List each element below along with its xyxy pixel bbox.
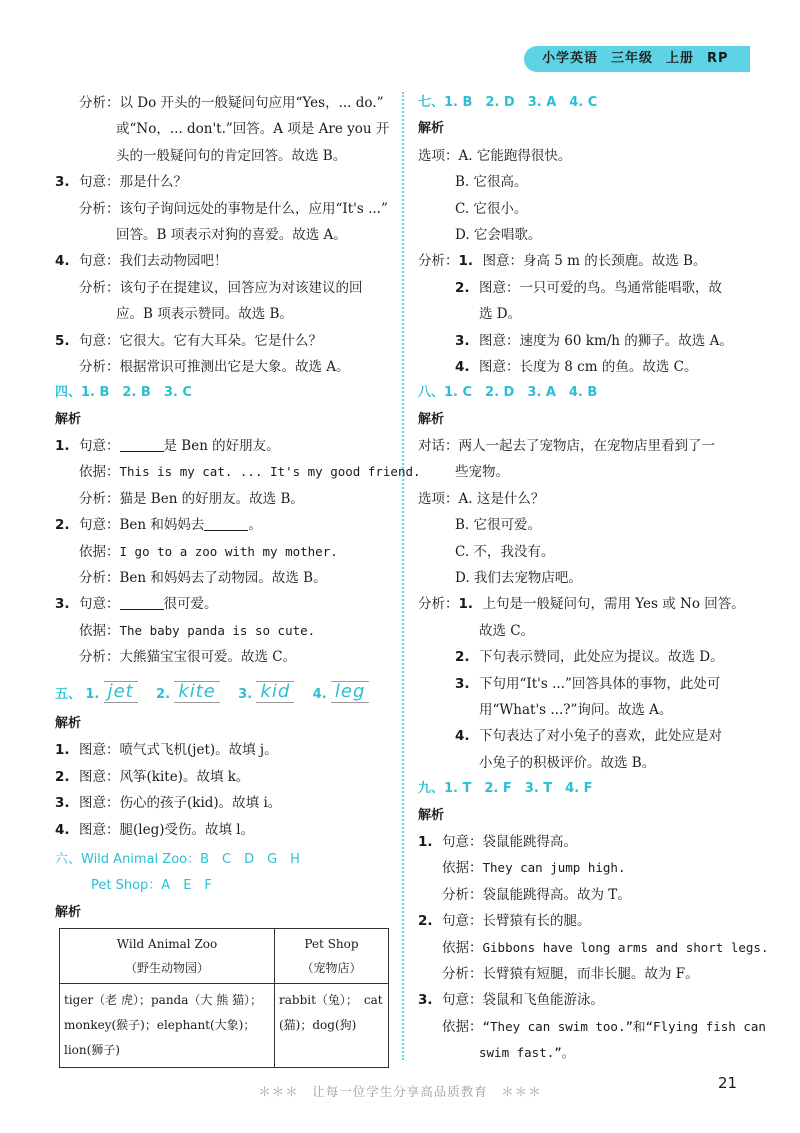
- text-label: 分析：: [418, 253, 459, 270]
- continuation-line: swim fast.”。: [479, 1045, 575, 1061]
- table-cell-zoo-line3: lion(狮子): [64, 1043, 120, 1057]
- question-number: 1.: [55, 438, 70, 455]
- right-column: [418, 90, 769, 1066]
- detail-label: 分析：: [79, 95, 120, 111]
- detail-line: [55, 486, 395, 512]
- detail-text: 大熊猫宝宝很可爱。故选 C。: [119, 649, 297, 666]
- jiexi-heading: 解析: [418, 121, 445, 137]
- question-number: 3.: [55, 174, 70, 191]
- detail-label: 依据：: [442, 1018, 483, 1035]
- text-body: 选项：A. 这是什么？: [418, 490, 545, 507]
- continuation-line: 应。B 项表示赞同。故选 B。: [116, 306, 293, 323]
- detail-text: “They can swim too.”和“Flying fish can: [482, 1018, 766, 1034]
- detail-label: 依据：: [79, 622, 120, 639]
- five-explain-text: 图意：喷气式飞机(jet)。故填 j。: [79, 742, 278, 759]
- sub-text: 下句表达了对小兔子的喜欢，此处应是对: [479, 728, 722, 745]
- question-prefix: 句意：: [79, 438, 120, 455]
- continuation-line: 回答。B 项表示对狗的喜爱。故选 A。: [116, 226, 347, 243]
- detail-label: 分析：: [442, 965, 483, 982]
- sub-number: 1.: [458, 253, 474, 270]
- question-number: 5.: [55, 332, 70, 349]
- table-header-pet-en: Pet Shop: [304, 937, 359, 951]
- question-line: [55, 169, 395, 195]
- option-line: 些宠物。: [455, 464, 509, 481]
- detail-line: [55, 459, 421, 485]
- detail-text: I go to a zoo with my mother.: [119, 543, 338, 559]
- jiexi-heading: 解析: [418, 807, 445, 823]
- column-divider: [402, 92, 404, 1060]
- question-text: 句意：我们去动物园吧！: [79, 253, 228, 270]
- sub-number: 2.: [455, 279, 470, 296]
- question-prefix: 句意：: [79, 596, 120, 613]
- sub-number: 3.: [455, 675, 470, 692]
- text-body: 对话：两人一起去了宠物店，在宠物店里看到了一: [418, 438, 715, 455]
- detail-label: 分析：: [79, 490, 120, 507]
- text-line: [418, 143, 758, 169]
- sub-number: 1.: [458, 596, 474, 613]
- question-suffix: 很可爱。: [163, 596, 218, 613]
- question-number: 1.: [418, 833, 433, 850]
- sub-line: [418, 354, 758, 380]
- answer-blank: [120, 595, 164, 610]
- section-six-jiexi: 解析: [55, 904, 82, 920]
- sub-text: 下句表示赞同，此处应为提议。故选 D。: [479, 649, 724, 666]
- detail-text: The baby panda is so cute.: [119, 622, 316, 638]
- table-header-zoo: [60, 929, 275, 984]
- question-line: [418, 829, 758, 855]
- table-cell-pet: [275, 984, 389, 1068]
- question-number: 2.: [55, 517, 70, 534]
- detail-text: 该句子询问远处的事物是什么，应用“It's ...”: [119, 200, 388, 217]
- detail-line: [55, 539, 395, 565]
- option-line: D. 它会唱歌。: [455, 226, 542, 243]
- question-text: 句意：那是什么？: [79, 174, 187, 191]
- question-number: 3.: [418, 992, 433, 1009]
- section-six-line2: Pet Shop：A E F: [91, 878, 212, 894]
- table-cell-pet-line1: rabbit（兔）； cat: [279, 993, 383, 1007]
- handwritten-word-1: jet: [104, 681, 138, 703]
- text-body: 上句是一般疑问句，需用 Yes 或 No 回答。: [482, 596, 745, 613]
- option-line: D. 我们去宠物店吧。: [455, 570, 582, 587]
- question-text: 句意：袋鼠能跳得高。: [442, 833, 577, 850]
- detail-text: 根据常识可推测出它是大象。故选 A。: [119, 358, 350, 375]
- sub-text: 图意：速度为 60 km/h 的狮子。故选 A。: [479, 332, 733, 349]
- answer-blank: [120, 437, 164, 452]
- question-line: [55, 512, 395, 538]
- footer-slogan: ＊＊＊ 让每一位学生分享高品质教育 ＊＊＊: [258, 1084, 542, 1099]
- text-body: 选项：A. 它能跑得很快。: [418, 147, 572, 164]
- five-explain-line: [55, 817, 395, 843]
- sub-continuation: 小兔子的积极评价。故选 B。: [479, 754, 656, 771]
- five-explain-text: 图意：风筝(kite)。故填 k。: [79, 768, 250, 785]
- five-num-3: 3.: [238, 687, 253, 702]
- five-num-2: 2.: [156, 687, 171, 702]
- detail-text: 袋鼠能跳得高。故为 T。: [482, 886, 631, 903]
- question-text: 句意：袋鼠和飞鱼能游泳。: [442, 992, 604, 1009]
- jiexi-heading: 解析: [55, 411, 82, 427]
- sub-line: [418, 671, 758, 697]
- sub-number: 4.: [455, 358, 470, 375]
- subject: 小学英语: [542, 51, 599, 66]
- section-six-line1: 六、Wild Animal Zoo：B C D G H: [55, 851, 300, 867]
- detail-line: [418, 882, 758, 908]
- jiexi-heading: 解析: [418, 411, 445, 427]
- five-explain-line: [55, 790, 395, 816]
- question-suffix: 是 Ben 的好朋友。: [163, 438, 280, 455]
- detail-line: [55, 90, 395, 116]
- detail-label: 依据：: [79, 464, 120, 481]
- continuation-line: 或“No，... don't.”回答。A 项是 Are you 开: [116, 121, 390, 138]
- detail-label: 分析：: [79, 358, 120, 375]
- table-cell-zoo-line1: tiger（老 虎）；panda（大 熊 猫）；: [64, 993, 263, 1007]
- sub-text: 下句用“It's ...”回答具体的事物，此处可: [479, 675, 721, 692]
- option-line: B. 它很高。: [455, 174, 528, 191]
- question-line: [418, 987, 758, 1013]
- section-five-answers: [55, 677, 395, 711]
- five-explain-number: 1.: [55, 742, 70, 759]
- continuation-line: 头的一般疑问句的肯定回答。故选 B。: [116, 147, 347, 164]
- sub-continuation: 用“What's ...?”询问。故选 A。: [479, 701, 673, 718]
- table-header-pet: [275, 929, 389, 984]
- answer-line: 八、1. C 2. D 3. A 4. B: [418, 385, 598, 401]
- option-line: C. 不，我没有。: [455, 543, 555, 560]
- detail-line: [418, 855, 758, 881]
- handwritten-word-3: kid: [256, 681, 294, 703]
- question-text: 句意：它很大。它有大耳朵。它是什么？: [79, 332, 322, 349]
- five-explain-number: 2.: [55, 768, 70, 785]
- handwritten-word-4: leg: [331, 681, 370, 703]
- five-explain-number: 4.: [55, 821, 70, 838]
- answer-blank: [204, 516, 248, 531]
- question-line: [55, 591, 395, 617]
- question-number: 3.: [55, 596, 70, 613]
- table-cell-zoo-line2: monkey(猴子)；elephant(大象)；: [64, 1018, 256, 1032]
- term: 上册: [666, 51, 695, 66]
- section-five: [55, 677, 395, 926]
- text-body: 图意：身高 5 m 的长颈鹿。故选 B。: [482, 253, 707, 270]
- edition: RP: [707, 51, 729, 66]
- detail-text: Ben 和妈妈去了动物园。故选 B。: [119, 570, 327, 587]
- detail-label: 分析：: [79, 649, 120, 666]
- five-explain-line: [55, 737, 395, 763]
- table-header-zoo-cn: （野生动物园）: [124, 961, 209, 975]
- detail-line: [55, 196, 395, 222]
- table-cell-pet-line2: (猫)；dog(狗): [279, 1018, 357, 1032]
- detail-line: [55, 275, 395, 301]
- detail-text: 长臂猿有短腿，而非长腿。故为 F。: [482, 965, 699, 982]
- sub-line: [418, 644, 758, 670]
- sub-number: 3.: [455, 332, 470, 349]
- answer-line: 九、1. T 2. F 3. T 4. F: [418, 781, 593, 797]
- five-explain-line: [55, 764, 395, 790]
- book-badge: [524, 46, 750, 72]
- sub-number: 4.: [455, 728, 470, 745]
- handwritten-word-2: kite: [174, 681, 220, 703]
- text-line: [418, 486, 758, 512]
- table-cell-zoo: [60, 984, 275, 1068]
- sub-continuation: 选 D。: [479, 306, 522, 323]
- sub-text: 图意：一只可爱的鸟。鸟通常能唱歌，故: [479, 279, 722, 296]
- text-line: [418, 591, 758, 617]
- table-header-zoo-en: Wild Animal Zoo: [116, 937, 218, 951]
- five-explain-text: 图意：腿(leg)受伤。故填 l。: [79, 821, 255, 838]
- detail-text: This is my cat. ... It's my good friend.: [119, 464, 421, 480]
- five-explain-text: 图意：伤心的孩子(kid)。故填 i。: [79, 795, 282, 812]
- detail-label: 依据：: [79, 543, 120, 560]
- five-num-4: 4.: [312, 687, 327, 702]
- section-five-label: 五、: [55, 687, 82, 702]
- question-number: 4.: [55, 253, 70, 270]
- classification-table: [59, 928, 389, 1068]
- sub-line: [418, 723, 758, 749]
- sub-line: [418, 328, 758, 354]
- five-explain-number: 3.: [55, 795, 70, 812]
- detail-label: 依据：: [442, 860, 483, 877]
- sub-continuation: 故选 C。: [479, 622, 535, 639]
- detail-line: [418, 935, 769, 961]
- detail-label: 分析：: [79, 570, 120, 587]
- question-line: [55, 433, 395, 459]
- page-number: 21: [718, 1074, 738, 1092]
- question-prefix: 句意：Ben 和妈妈去: [79, 517, 205, 534]
- sub-line: [418, 275, 758, 301]
- answer-line: 七、1. B 2. D 3. A 4. C: [418, 95, 598, 110]
- detail-line: [55, 618, 395, 644]
- section-five-explanations: [55, 737, 395, 843]
- table-header-pet-cn: （宠物店）: [301, 961, 362, 975]
- section-five-jiexi: 解析: [55, 716, 82, 731]
- text-label: 分析：: [418, 596, 459, 613]
- detail-label: 分析：: [442, 886, 483, 903]
- detail-text: They can jump high.: [482, 860, 626, 876]
- detail-text: 该句子在提建议，回答应为对该建议的回: [119, 279, 363, 296]
- option-line: B. 它很可爱。: [455, 517, 542, 534]
- detail-text: 以 Do 开头的一般疑问句应用“Yes，... do.”: [119, 95, 384, 111]
- sub-number: 2.: [455, 649, 470, 666]
- five-num-1: 1.: [85, 687, 100, 702]
- left-column: [55, 90, 421, 671]
- grade: 三年级: [611, 51, 654, 66]
- question-line: [55, 328, 395, 354]
- text-line: [418, 433, 758, 459]
- question-number: 2.: [418, 913, 433, 930]
- detail-label: 依据：: [442, 939, 483, 956]
- detail-line: [55, 565, 395, 591]
- text-line: [418, 248, 758, 274]
- question-line: [418, 908, 758, 934]
- detail-label: 分析：: [79, 279, 120, 296]
- question-text: 句意：长臂猿有长的腿。: [442, 913, 591, 930]
- detail-line: [55, 644, 395, 670]
- sub-text: 图意：长度为 8 cm 的鱼。故选 C。: [479, 358, 698, 375]
- question-line: [55, 248, 395, 274]
- detail-text: 猫是 Ben 的好朋友。故选 B。: [119, 490, 304, 507]
- detail-line: [55, 354, 395, 380]
- detail-line: [418, 961, 758, 987]
- detail-text: Gibbons have long arms and short legs.: [482, 939, 769, 955]
- detail-label: 分析：: [79, 200, 120, 217]
- question-suffix: 。: [248, 517, 262, 534]
- answer-line: 四、1. B 2. B 3. C: [55, 385, 192, 401]
- detail-line: [418, 1014, 766, 1040]
- option-line: C. 它很小。: [455, 200, 528, 217]
